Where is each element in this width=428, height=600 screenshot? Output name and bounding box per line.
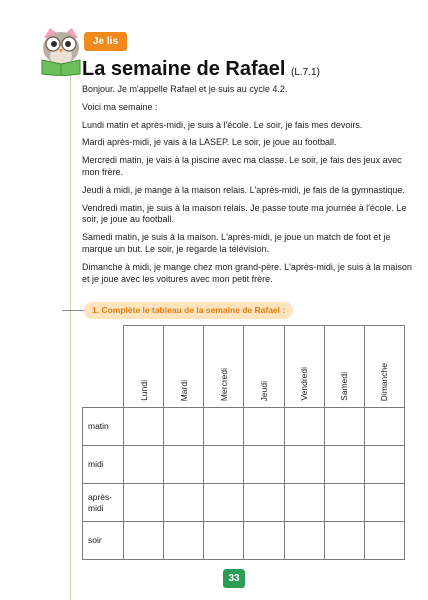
paragraph-lundi: Lundi matin et après-midi, je suis à l'école. Le soir, je fais mes devoirs. bbox=[82, 119, 363, 130]
table-cell[interactable] bbox=[364, 408, 404, 446]
exercise-instruction: 1. Complète le tableau de la semaine de Rafael : bbox=[84, 302, 293, 319]
paragraph-vendredi: Vendredi matin, je suis à la maison relais. Je passe toute ma journée à l'école. Le soir, je joue au football. bbox=[82, 202, 407, 225]
table-cell[interactable] bbox=[204, 446, 244, 484]
table-cell[interactable] bbox=[124, 446, 164, 484]
table-cell[interactable] bbox=[244, 446, 284, 484]
row-label-midi: midi bbox=[83, 446, 124, 484]
page-number: 33 bbox=[223, 569, 245, 588]
table-cell[interactable] bbox=[364, 446, 404, 484]
margin-line bbox=[70, 56, 71, 600]
table-cell[interactable] bbox=[164, 484, 204, 522]
paragraph-mardi: Mardi après-midi, je vais à la LASEP. Le soir, je joue au football. bbox=[82, 137, 337, 148]
paragraph-dimanche: Dimanche à midi, je mange chez mon grand-père. L'après-midi, je suis à la maison et je joue avec les voitures avec mon petit frère. bbox=[82, 261, 412, 284]
row-label-matin: matin bbox=[83, 408, 124, 446]
table-cell[interactable] bbox=[324, 446, 364, 484]
paragraph-intro: Bonjour. Je m'appelle Rafael et je suis au cycle 4.2. bbox=[82, 84, 288, 94]
table-cell[interactable] bbox=[164, 446, 204, 484]
table-cell[interactable] bbox=[204, 408, 244, 446]
row-label-apres-midi: après-midi bbox=[83, 484, 124, 522]
table-cell[interactable] bbox=[284, 446, 324, 484]
table-cell[interactable] bbox=[244, 408, 284, 446]
owl-reading-book-icon bbox=[36, 20, 86, 76]
row-label-soir: soir bbox=[83, 522, 124, 560]
reading-text bbox=[82, 84, 416, 291]
table-cell[interactable] bbox=[244, 484, 284, 522]
column-header-jeudi: Jeudi bbox=[244, 326, 284, 408]
paragraph-mercredi: Mercredi matin, je vais à la piscine avec ma classe. Le soir, je fais des jeux avec mon frère. bbox=[82, 155, 402, 177]
paragraph-voici: Voici ma semaine : bbox=[82, 101, 158, 112]
table-corner bbox=[83, 326, 124, 408]
exercise-connector-line bbox=[62, 310, 84, 311]
je-lis-badge: Je lis bbox=[84, 32, 127, 51]
table-cell[interactable] bbox=[324, 484, 364, 522]
table-row-midi bbox=[83, 446, 405, 484]
paragraph-jeudi: Jeudi à midi, je mange à la maison relais. L'après-midi, je fais de la gymnastique. bbox=[82, 184, 405, 195]
table-cell[interactable] bbox=[324, 408, 364, 446]
table-row-apres-midi bbox=[83, 484, 405, 522]
table-cell[interactable] bbox=[204, 522, 244, 560]
table-cell[interactable] bbox=[244, 522, 284, 560]
column-header-mardi: Mardi bbox=[164, 326, 204, 408]
table-header-row bbox=[83, 326, 405, 408]
page-title bbox=[82, 58, 320, 81]
table-cell[interactable] bbox=[324, 522, 364, 560]
title-main: La semaine de Rafael bbox=[82, 58, 286, 80]
column-header-vendredi: Vendredi bbox=[284, 326, 324, 408]
table-cell[interactable] bbox=[364, 484, 404, 522]
table-cell[interactable] bbox=[164, 408, 204, 446]
table-cell[interactable] bbox=[124, 408, 164, 446]
table-cell[interactable] bbox=[204, 484, 244, 522]
table-cell[interactable] bbox=[124, 484, 164, 522]
week-planning-table bbox=[82, 325, 405, 560]
table-row-matin bbox=[83, 408, 405, 446]
table-cell[interactable] bbox=[284, 484, 324, 522]
title-reference: (L.7.1) bbox=[291, 67, 320, 78]
column-header-lundi: Lundi bbox=[124, 326, 164, 408]
table-cell[interactable] bbox=[284, 408, 324, 446]
paragraph-samedi: Samedi matin, je suis à la maison. L'après-midi, je joue un match de foot et je marque un but. Le soir, je regarde la télévision. bbox=[82, 232, 391, 254]
table-cell[interactable] bbox=[164, 522, 204, 560]
column-header-samedi: Samedi bbox=[324, 326, 364, 408]
column-header-mercredi: Mercredi bbox=[204, 326, 244, 408]
table-cell[interactable] bbox=[124, 522, 164, 560]
table-row-soir bbox=[83, 522, 405, 560]
table-cell[interactable] bbox=[364, 522, 404, 560]
column-header-dimanche: Dimanche bbox=[364, 326, 404, 408]
table-cell[interactable] bbox=[284, 522, 324, 560]
